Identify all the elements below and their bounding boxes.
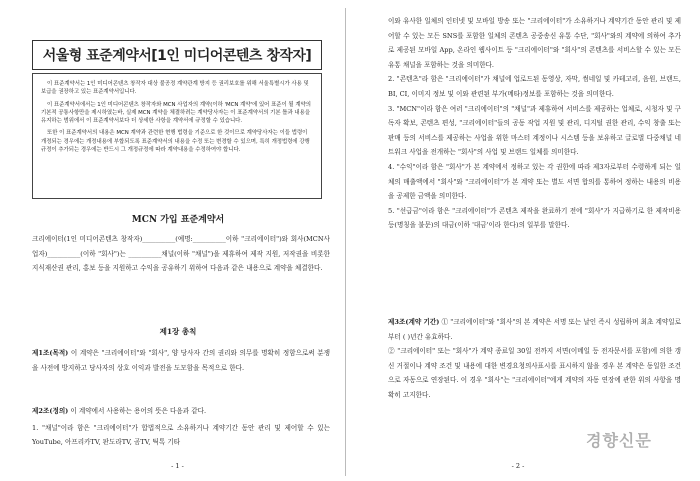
definition-item-5: 5. "선급금"이라 함은 "크리에이터"가 콘텐츠 제작을 완료하기 전에 "회사"가 지급하기로 한 제작비용 등(명칭을 불문)의 대금(이하 '대금'이라 한다)의 일부를 말한다. bbox=[388, 206, 681, 230]
contract-intro bbox=[32, 232, 330, 276]
article-1-heading: 제1조(목적) bbox=[32, 349, 69, 357]
notice-paragraph-3: 또한 이 표준계약서의 내용은 MCN 계약과 관련한 현행 법령을 기준으로 한 것이므로 계약당사자는 이들 법령이 개정되는 경우에는 개정내용에 부합되도록 표준계약서의 내용을 수정 또는 변경할 수 있으며, 특히 개정법령에 강행규정이 추가되는 경우에는 반드시 그 개정규정에 따라 계약내용을 수정하여야 합니다. bbox=[41, 130, 310, 154]
article-2-heading: 제2조(정의) bbox=[32, 407, 69, 415]
article-1 bbox=[32, 346, 330, 375]
newspaper-watermark: 경향신문 bbox=[586, 431, 652, 450]
article-3-paragraph-2: ② "크리에이터" 또는 "회사"가 계약 종료일 30일 전까지 서면(이메일 등 전자문서를 포함)에 의한 갱신 거절이나 계약 조건 및 내용에 대한 변경요청의사표시를 표시하지 않을 경우 본 계약은 동일한 조건으로 자동으로 연장된다. 이 경우 "회사"는 "크리에이터"에게 계약의 자동 연장에 관한 위의 사항을 명확히 고지한다. bbox=[388, 347, 681, 399]
notice-paragraph-2: 이 표준계약서에서는 1인 미디어콘텐츠 창작자와 MCN 사업자의 계약(이하 'MCN 계약'에 있어 표준이 될 계약의 기본적 공통사항만을 제시하였는바, 실제 MCN 계약을 체결하려는 계약당사자는 이 표준계약서의 기본 틀과 내용을 유지하는 범위에서 이 표준계약서보다 더 상세한 사항을 계약서에 규정할 수 있습니다. bbox=[41, 101, 311, 125]
definition-item-3: 3. "MCN"이라 함은 여러 "크리에이터"의 "채널"과 제휴하여 서비스를 제공하는 업체로, 시청자 및 구독자 확보, 콘텐츠 편성, "크리에이터"들의 공동 작업 지원 및 관리, 디지털 권한 관리, 수익 창출 또는 판매 등의 서비스를 제공하는 사업을 위한 마스터 계정이나 시스템 등을 보유하고 글로벌 다중채널 네트워크 사업을 전개하는 "회사"의 사업 및 브랜드 일체를 의미한다. bbox=[388, 104, 681, 157]
notice-paragraph-1: 이 표준계약서는 1인 미디어콘텐츠 창작자 대상 불공정 계약관계 방지 등 권리보호를 위해 서울특별시가 사용 및 보급을 권장하고 있는 표준계약서입니다. bbox=[41, 81, 309, 96]
article-2-body: 이 계약에서 사용하는 용어의 뜻은 다음과 같다. bbox=[68, 407, 207, 415]
article-2 bbox=[32, 404, 330, 450]
document-title: 서울형 표준계약서[1인 미디어콘텐츠 창작자] bbox=[32, 40, 322, 70]
definitions-continued bbox=[388, 14, 681, 233]
article-1-body: 이 계약은 "크리에이터"와 "회사", 양 당사자 간의 권리와 의무를 명확히 정함으로써 분쟁을 사전에 방지하고 당사자의 상호 이익과 발전을 도모함을 목적으로 한다. bbox=[32, 349, 330, 372]
intro-paragraph: 크리에이터(1인 미디어콘텐츠 창작자)__________(예명:__________이하 "크리에이터")와 회사(MCN사업자)__________(이하 "회사")는 __________채널(이하 "채널")을 제휴하여 제작 지원, 저작권을 비롯한 지식재산권 관리, 홍보 등을 지원하고 수익을 공유하기 위하여 다음과 같은 내용으로 계약을 체결한다. bbox=[32, 235, 330, 273]
definition-item-2: 2. "콘텐츠"라 함은 "크리에이터"가 채널에 업로드된 동영상, 자막, 썸네일 및 카테고리, 음원, 브랜드, BI, CI, 이미지 정보 및 이와 관련된 부가(메타)정보를 포함하는 것을 의미한다. bbox=[388, 75, 681, 98]
article-2-item-1: 1. "채널"이라 함은 "크리에이터"가 합법적으로 소유하거나 계약기간 동안 관리 및 제어할 수 있는 YouTube, 아프리카TV, 판도라TV, 곰TV, 틱톡 기타 bbox=[32, 423, 330, 447]
page-number-1: - 1 - bbox=[171, 462, 184, 470]
definition-paragraph-1: 이와 유사한 일체의 인터넷 및 모바일 방송 또는 "크리에이터"가 소유하거나 계약기간 동안 관리 및 제어할 수 있는 모든 SNS를 포함한 일체의 콘텐츠 공중송신 유통 수단, "회사"와의 계약에 의하여 추가로 제공된 모바일 App, 온라인 웹사이트 등 "크리에이터"와 "회사"의 콘텐츠를 서비스할 수 있는 모든 유통 채널을 포함하는 것을 의미한다. bbox=[388, 17, 681, 69]
contract-title: MCN 가입 표준계약서 bbox=[131, 215, 225, 225]
definition-item-4: 4. "수익"이라 함은 "회사"가 본 계약에서 정하고 있는 각 권한에 따라 제3자로부터 수령하게 되는 일체의 매출액에서 "회사"와 "크리에이터"가 본 계약 또는 별도 서면 합의를 통하여 정하는 내용의 비용을 공제한 금액을 의미한다. bbox=[388, 162, 681, 201]
notice-box bbox=[32, 73, 322, 199]
article-3-body: ① "크리에이터"와 "회사"의 본 계약은 서명 또는 날인 즉시 성립하며 최초 계약일로부터 ( )년간 유효하다. bbox=[388, 318, 681, 341]
chapter-heading: 제1장 총칙 bbox=[159, 327, 197, 336]
article-3 bbox=[388, 315, 681, 403]
article-3-heading: 제3조(계약 기간) bbox=[388, 318, 440, 326]
page-number-2: - 2 - bbox=[511, 462, 525, 470]
